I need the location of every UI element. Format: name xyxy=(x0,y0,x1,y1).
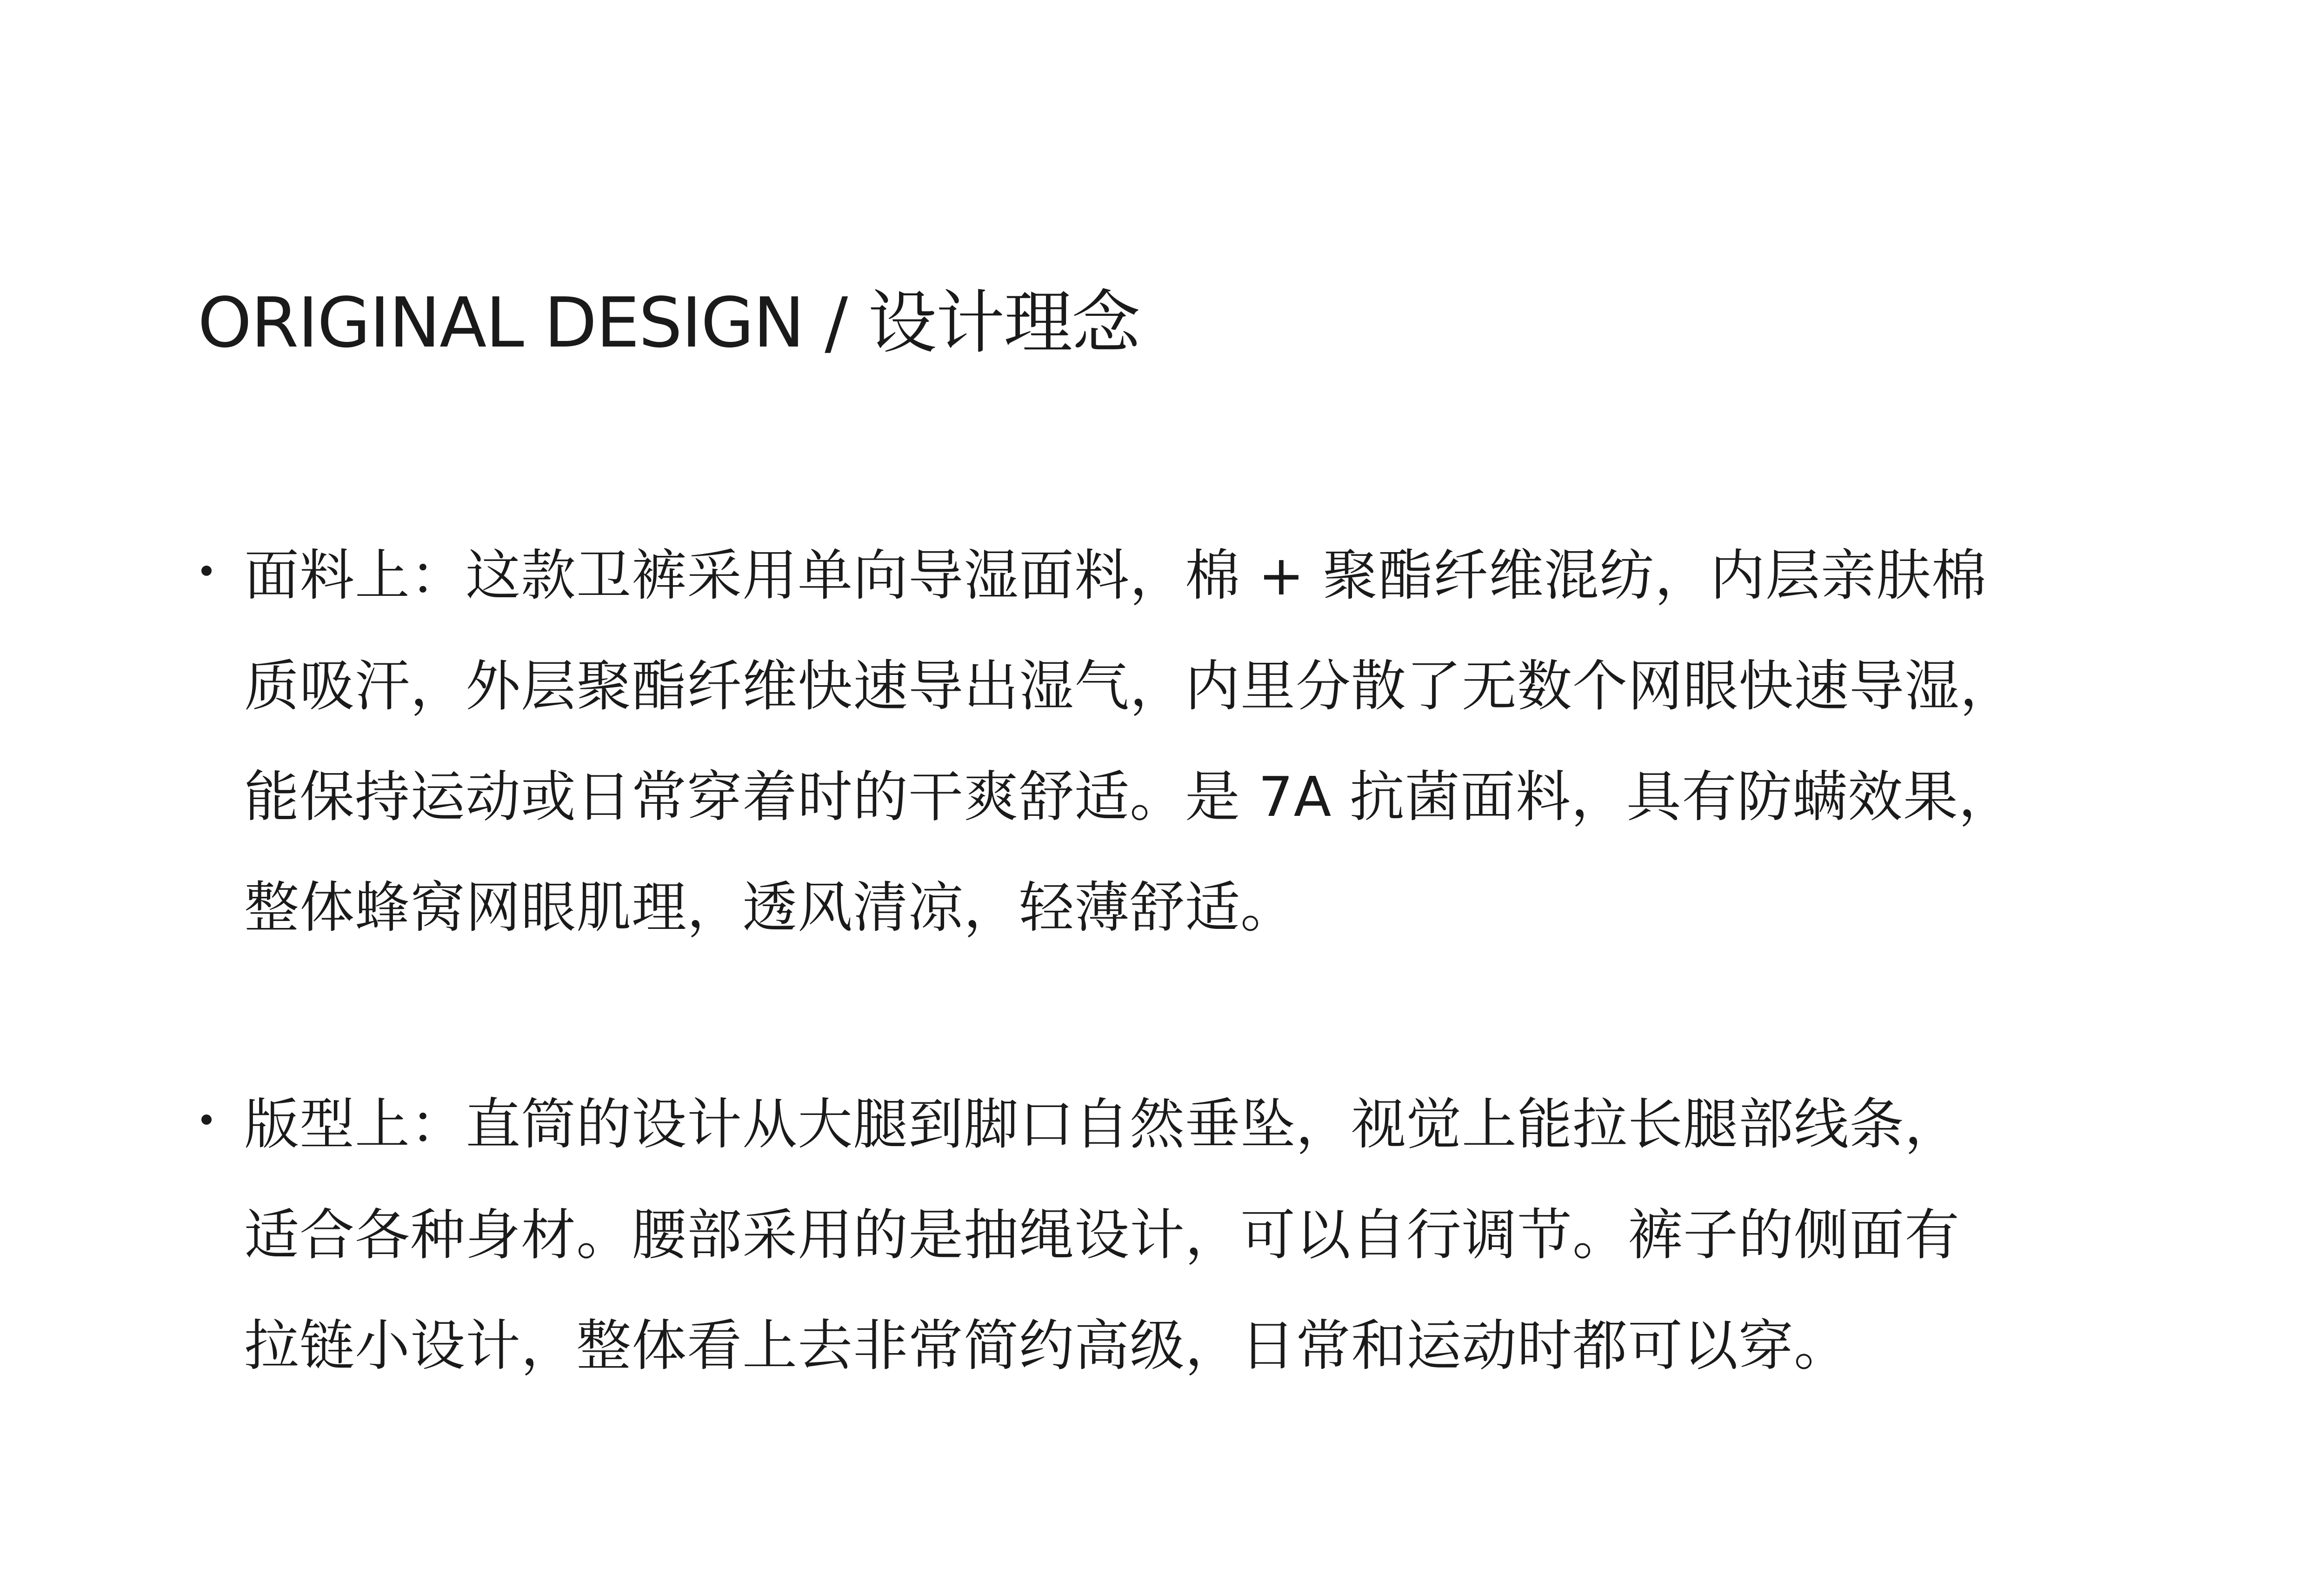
text-line: 适合各种身材。腰部采用的是抽绳设计，可以自行调节。裤子的侧面有 xyxy=(244,1203,1960,1267)
text-line: 整体蜂窝网眼肌理，透风清凉，轻薄舒适。 xyxy=(244,875,1296,940)
fit-section xyxy=(198,1069,2132,1401)
bullet-item xyxy=(198,1069,2132,1401)
text-line: 面料上：这款卫裤采用单向导湿面料，棉 + 聚酯纤维混纺，内层亲肤棉 xyxy=(244,543,1987,607)
page-title: ORIGINAL DESIGN / 设计理念 xyxy=(198,283,1140,363)
fabric-description xyxy=(244,520,2132,963)
bullet-dot-icon xyxy=(201,566,212,576)
text-line: 质吸汗，外层聚酯纤维快速导出湿气，内里分散了无数个网眼快速导湿， xyxy=(244,654,2016,718)
text-line: 能保持运动或日常穿着时的干爽舒适。是 7A 抗菌面料，具有防螨效果， xyxy=(244,765,2014,829)
fabric-section xyxy=(198,520,2132,963)
fit-description xyxy=(244,1069,2132,1401)
text-line: 版型上：直筒的设计从大腿到脚口自然垂坠，视觉上能拉长腿部线条， xyxy=(244,1092,1960,1156)
bullet-dot-icon xyxy=(201,1114,212,1125)
text-line: 拉链小设计，整体看上去非常简约高级，日常和运动时都可以穿。 xyxy=(244,1314,1850,1378)
bullet-item xyxy=(198,520,2132,963)
